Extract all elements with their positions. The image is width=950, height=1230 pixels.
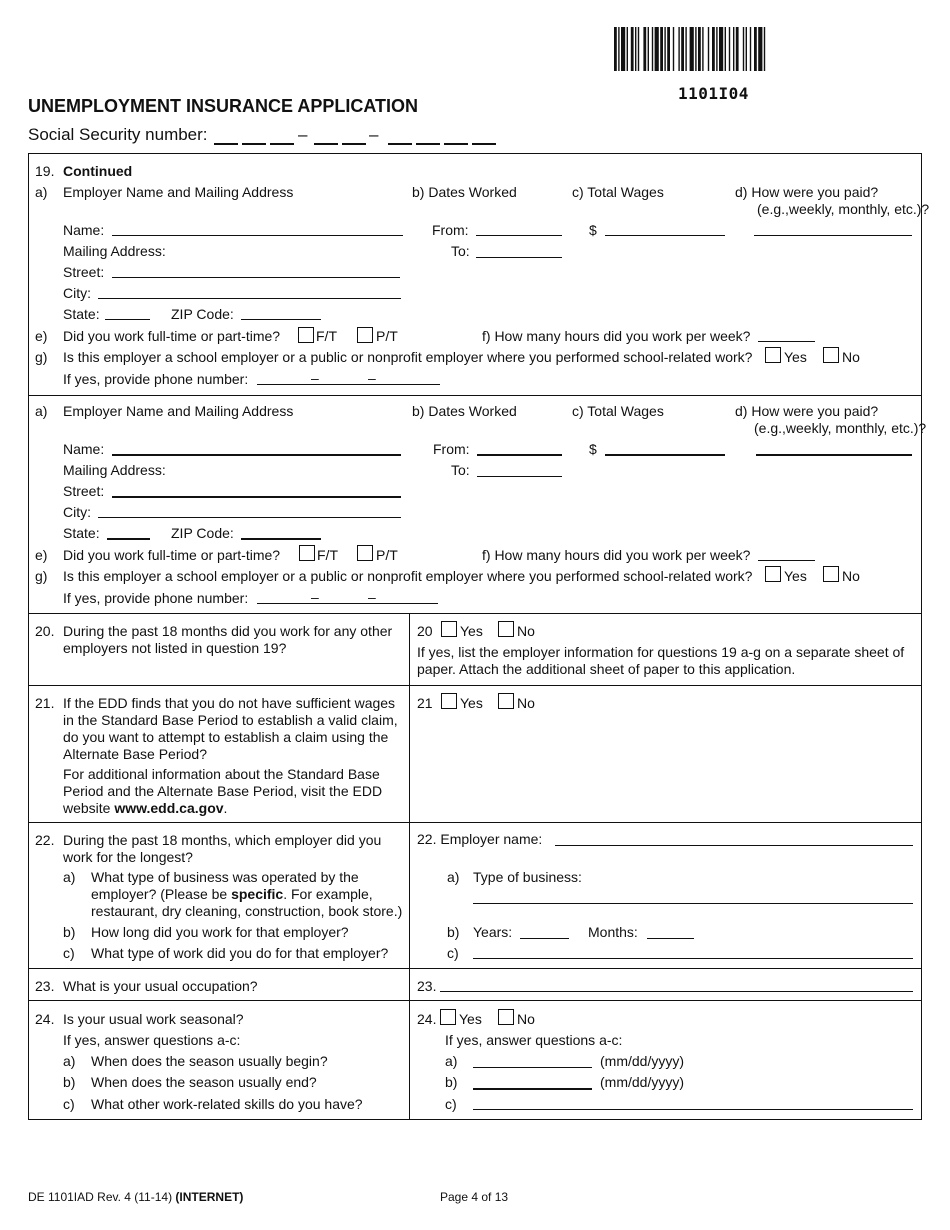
- name-label: Name:: [63, 441, 105, 457]
- no-label: No: [842, 568, 860, 584]
- barcode-bar: [764, 27, 765, 71]
- street-label: Street:: [63, 483, 105, 499]
- barcode-bar: [743, 27, 744, 71]
- yes-label: Yes: [459, 1011, 482, 1027]
- barcode-bar: [750, 27, 751, 71]
- barcode-bar: [655, 27, 659, 71]
- dollar-sign: $: [589, 441, 597, 457]
- phone-dash: –: [311, 589, 319, 605]
- barcode-bar: [712, 27, 715, 71]
- zip-label: ZIP Code:: [171, 306, 234, 322]
- q20-question: During the past 18 months did you work for any other employers not listed in question 19?: [63, 623, 393, 656]
- employer-name-label: 22. Employer name:: [417, 831, 543, 847]
- q21-answer-number: 21: [417, 695, 433, 711]
- q24-no-checkbox[interactable]: [498, 1009, 514, 1025]
- barcode-bar: [621, 27, 625, 71]
- item-letter: b): [447, 924, 460, 940]
- item-letter: b): [445, 1074, 458, 1090]
- barcode-bar: [698, 27, 701, 71]
- q20-answer-number: 20: [417, 623, 433, 639]
- barcode-bar: [618, 27, 619, 71]
- years-field[interactable]: [520, 938, 569, 939]
- barcode-bar: [681, 27, 684, 71]
- barcode-bar: [754, 27, 757, 71]
- barcode: [614, 27, 818, 71]
- school-no-checkbox[interactable]: [823, 566, 839, 582]
- mailing-address-label: Mailing Address:: [63, 243, 166, 259]
- item-letter: g): [35, 568, 48, 584]
- barcode-bar: [664, 27, 665, 71]
- total-wages-heading: c) Total Wages: [572, 184, 664, 200]
- season-begin-field[interactable]: [473, 1067, 592, 1068]
- q21-info-text: For additional information about the Standard Base Period and the Alternate Base Period, visit the EDD website: [63, 766, 383, 816]
- item-letter: a): [445, 1053, 458, 1069]
- barcode-bar: [660, 27, 663, 71]
- pay-frequency-hint: (e.g.,weekly, monthly, etc.)?: [754, 420, 927, 436]
- item-letter: c): [447, 945, 459, 961]
- fulltime-label: F/T: [316, 328, 337, 344]
- fulltime-question: Did you work full-time or part-time?: [63, 547, 281, 563]
- q20-no-checkbox[interactable]: [498, 621, 514, 637]
- street-field[interactable]: [112, 496, 401, 498]
- q21-no-checkbox[interactable]: [498, 693, 514, 709]
- state-label: State:: [63, 525, 100, 541]
- name-label: Name:: [63, 222, 105, 238]
- parttime-label: P/T: [376, 328, 398, 344]
- fulltime-question: Did you work full-time or part-time?: [63, 328, 281, 344]
- street-field[interactable]: [112, 277, 400, 278]
- hours-field[interactable]: [758, 560, 815, 561]
- city-field[interactable]: [98, 517, 401, 518]
- q24-a-question: When does the season usually begin?: [91, 1053, 328, 1069]
- barcode-bar: [708, 27, 709, 71]
- barcode-bar: [685, 27, 686, 71]
- q24-answer-if-yes: If yes, answer questions a-c:: [445, 1032, 623, 1048]
- item-letter: a): [63, 869, 76, 885]
- item-letter: b): [63, 1074, 76, 1090]
- zip-field[interactable]: [241, 319, 321, 320]
- q21-info-period: .: [223, 800, 228, 816]
- parttime-label: P/T: [376, 547, 398, 563]
- item-letter: a): [35, 403, 48, 419]
- no-label: No: [517, 695, 535, 711]
- barcode-bar: [690, 27, 694, 71]
- occupation-field[interactable]: [440, 991, 913, 992]
- barcode-bar: [652, 27, 653, 71]
- no-label: No: [842, 349, 860, 365]
- business-type-field[interactable]: [473, 903, 913, 904]
- employer-heading: Employer Name and Mailing Address: [63, 184, 294, 200]
- form-code: 1101I04: [678, 84, 749, 103]
- hours-question: f) How many hours did you work per week?: [482, 328, 751, 344]
- q23-answer-number: 23.: [417, 978, 437, 994]
- q19-continued: Continued: [63, 163, 133, 179]
- q22-a-text-end: . For example, restaurant, dry cleaning, construction, book store.): [91, 886, 403, 919]
- barcode-bar: [716, 27, 717, 71]
- fulltime-label: F/T: [317, 547, 338, 563]
- yes-label: Yes: [460, 623, 483, 639]
- barcode-bar: [667, 27, 670, 71]
- barcode-bar: [614, 27, 617, 71]
- barcode-bar: [648, 27, 649, 71]
- footer-internet: (INTERNET): [175, 1190, 244, 1204]
- city-label: City:: [63, 504, 91, 520]
- barcode-bar: [631, 27, 634, 71]
- barcode-bar: [702, 27, 703, 71]
- city-field[interactable]: [98, 298, 401, 299]
- from-label: From:: [432, 222, 469, 238]
- barcode-bar: [695, 27, 696, 71]
- q23-question: What is your usual occupation?: [63, 978, 258, 994]
- item-letter: b): [63, 924, 76, 940]
- q22-question: During the past 18 months, which employer did you work for the longest?: [63, 832, 382, 865]
- q22-c-question: What type of work did you do for that employer?: [91, 945, 389, 961]
- total-wages-field[interactable]: [605, 235, 725, 236]
- barcode-bar: [736, 27, 739, 71]
- q22-a-text: What type of business was operated by the employer? (Please be: [91, 869, 359, 902]
- employer-name-field[interactable]: [112, 454, 401, 456]
- pay-frequency-heading: d) How were you paid?: [735, 184, 879, 200]
- item-letter: g): [35, 349, 48, 365]
- total-wages-field[interactable]: [605, 454, 725, 456]
- barcode-bar: [635, 27, 636, 71]
- q22-number: 22.: [35, 832, 55, 848]
- months-field[interactable]: [647, 938, 694, 939]
- item-letter: c): [445, 1096, 457, 1112]
- date-to-field[interactable]: [476, 257, 562, 258]
- barcode-bar: [746, 27, 747, 71]
- mailing-address-label: Mailing Address:: [63, 462, 166, 478]
- barcode-bar: [678, 27, 679, 71]
- q22-a-emphasis: specific: [231, 886, 284, 902]
- date-format-hint: (mm/dd/yyyy): [600, 1074, 684, 1090]
- q24-number: 24.: [35, 1011, 55, 1027]
- item-letter: a): [35, 184, 48, 200]
- state-field[interactable]: [107, 538, 150, 540]
- q21-question: If the EDD finds that you do not have sufficient wages in the Standard Base Period to establish a valid claim, do you want to attempt to establish a claim using the Alternate Base Period?: [63, 695, 398, 762]
- phone-label: If yes, provide phone number:: [63, 371, 249, 387]
- q19-number: 19.: [35, 163, 55, 179]
- employer-name-field[interactable]: [112, 235, 403, 236]
- from-label: From:: [433, 441, 470, 457]
- phone-dash: –: [311, 370, 319, 386]
- other-skills-field[interactable]: [473, 1109, 913, 1110]
- pay-frequency-field[interactable]: [754, 235, 912, 236]
- yes-label: Yes: [460, 695, 483, 711]
- footer-page-number: Page 4 of 13: [440, 1190, 509, 1204]
- dollar-sign: $: [589, 222, 597, 238]
- employer-heading: Employer Name and Mailing Address: [63, 403, 294, 419]
- to-label: To:: [451, 243, 470, 259]
- no-label: No: [517, 1011, 535, 1027]
- state-field[interactable]: [105, 319, 150, 320]
- item-letter: a): [447, 869, 460, 885]
- longest-employer-field[interactable]: [555, 845, 913, 846]
- no-label: No: [517, 623, 535, 639]
- school-no-checkbox[interactable]: [823, 347, 839, 363]
- q20-number: 20.: [35, 623, 55, 639]
- q22-b-question: How long did you work for that employer?: [91, 924, 349, 940]
- q21-number: 21.: [35, 695, 55, 711]
- phone-label: If yes, provide phone number:: [63, 590, 249, 606]
- barcode-bar: [673, 27, 674, 71]
- barcode-bar: [627, 27, 628, 71]
- date-to-field[interactable]: [477, 476, 562, 477]
- total-wages-heading: c) Total Wages: [572, 403, 664, 419]
- barcode-bar: [729, 27, 730, 71]
- item-letter: e): [35, 547, 48, 563]
- barcode-bar: [719, 27, 723, 71]
- fulltime-checkbox[interactable]: [299, 545, 315, 561]
- years-label: Years:: [473, 924, 513, 940]
- yes-label: Yes: [784, 568, 807, 584]
- date-from-field[interactable]: [477, 454, 562, 456]
- q24-answer-number: 24.: [417, 1011, 437, 1027]
- q24-yes-checkbox[interactable]: [440, 1009, 456, 1025]
- yes-label: Yes: [784, 349, 807, 365]
- parttime-checkbox[interactable]: [357, 327, 373, 343]
- street-label: Street:: [63, 264, 105, 280]
- pay-frequency-heading: d) How were you paid?: [735, 403, 879, 419]
- fulltime-checkbox[interactable]: [298, 327, 314, 343]
- season-end-field[interactable]: [473, 1088, 592, 1090]
- q21-yes-checkbox[interactable]: [441, 693, 457, 709]
- footer-form-id: [28, 1190, 243, 1204]
- date-from-field[interactable]: [476, 235, 562, 236]
- phone-dash: –: [368, 589, 376, 605]
- dates-worked-heading: b) Dates Worked: [412, 403, 517, 419]
- q24-c-question: What other work-related skills do you have?: [91, 1096, 363, 1112]
- hours-field[interactable]: [758, 341, 815, 342]
- pay-frequency-field[interactable]: [756, 454, 912, 456]
- parttime-checkbox[interactable]: [357, 545, 373, 561]
- school-yes-checkbox[interactable]: [765, 347, 781, 363]
- city-label: City:: [63, 285, 91, 301]
- ssn-dash: –: [369, 125, 379, 144]
- item-letter: c): [63, 1096, 75, 1112]
- barcode-bar: [725, 27, 726, 71]
- q20-yes-checkbox[interactable]: [441, 621, 457, 637]
- barcode-bar: [733, 27, 734, 71]
- item-letter: e): [35, 328, 48, 344]
- page-title: UNEMPLOYMENT INSURANCE APPLICATION: [28, 96, 419, 116]
- q24-if-yes: If yes, answer questions a-c:: [63, 1032, 241, 1048]
- ssn-dash: –: [298, 125, 308, 144]
- q24-question: Is your usual work seasonal?: [63, 1011, 244, 1027]
- q20-note: If yes, list the employer information for questions 19 a-g on a separate sheet of paper. Attach the additional sheet of paper to this application.: [417, 644, 905, 677]
- item-letter: a): [63, 1053, 76, 1069]
- barcode-bar: [638, 27, 639, 71]
- ssn-label: Social Security number:: [28, 125, 208, 144]
- business-type-label: Type of business:: [473, 869, 582, 885]
- hours-question: f) How many hours did you work per week?: [482, 547, 751, 563]
- pay-frequency-hint: (e.g.,weekly, monthly, etc.)?: [757, 201, 930, 217]
- edd-website-link[interactable]: www.edd.ca.gov: [114, 800, 224, 816]
- q22-a-question: [91, 869, 406, 920]
- q24-b-question: When does the season usually end?: [91, 1074, 317, 1090]
- zip-label: ZIP Code:: [171, 525, 234, 541]
- barcode-bar: [758, 27, 762, 71]
- work-type-field[interactable]: [473, 958, 913, 959]
- school-yes-checkbox[interactable]: [765, 566, 781, 582]
- footer-form-id-text: DE 1101IAD Rev. 4 (11-14): [28, 1190, 176, 1204]
- q21-info: [63, 766, 393, 817]
- school-employer-question: Is this employer a school employer or a public or nonprofit employer where you performed school-related work?: [63, 568, 753, 584]
- zip-field[interactable]: [241, 538, 321, 540]
- q23-number: 23.: [35, 978, 55, 994]
- item-letter: c): [63, 945, 75, 961]
- barcode-bar: [643, 27, 646, 71]
- phone-dash: –: [368, 370, 376, 386]
- to-label: To:: [451, 462, 470, 478]
- months-label: Months:: [588, 924, 638, 940]
- date-format-hint: (mm/dd/yyyy): [600, 1053, 684, 1069]
- dates-worked-heading: b) Dates Worked: [412, 184, 517, 200]
- school-employer-question: Is this employer a school employer or a public or nonprofit employer where you performed school-related work?: [63, 349, 753, 365]
- state-label: State:: [63, 306, 100, 322]
